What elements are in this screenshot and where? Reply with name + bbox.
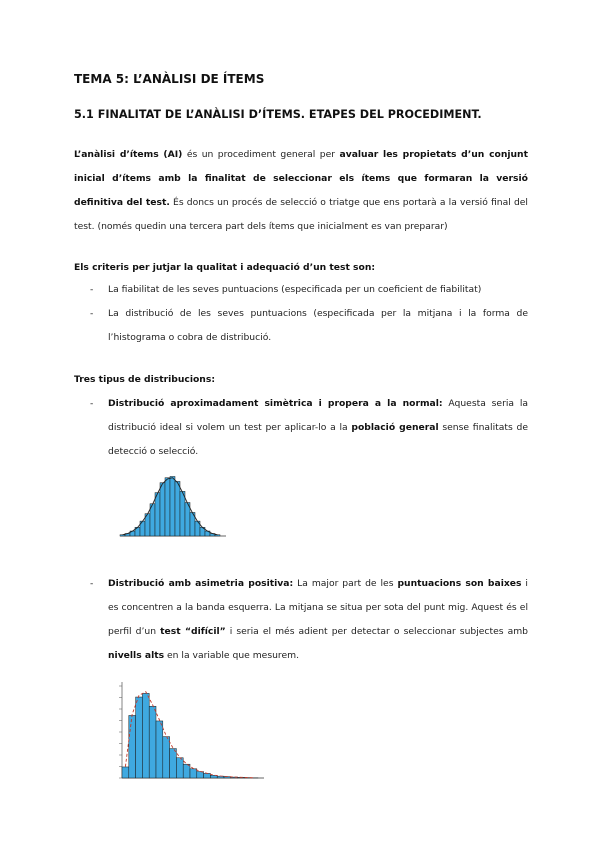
histogram-bar — [180, 491, 185, 536]
criteria-item-reliability: La fiabilitat de les seves puntuacions (especificada per un coeficient de fiabilitat) — [108, 284, 482, 295]
chapter-title: TEMA 5: L’ANÀLISI DE ÍTEMS — [74, 72, 265, 86]
distribution-normal-label: Distribució aproximadament simètrica i propera a la normal: — [108, 398, 443, 409]
histogram-bar — [160, 483, 165, 536]
distributions-heading: Tres tipus de distribucions: — [74, 374, 215, 385]
distribution-positive-text-3: i seria el més adient per detectar o seleccionar subjectes amb — [225, 626, 529, 637]
distribution-normal-text-1: Aquesta seria la distribució ideal si volem un test per aplicar-lo a la — [108, 398, 528, 433]
histogram-bar — [165, 478, 170, 536]
distribution-normal-emphasis: població general — [351, 422, 439, 433]
histogram-bar — [215, 535, 220, 536]
histogram-normal-chart — [110, 468, 240, 540]
histogram-bar — [142, 693, 149, 778]
intro-text-1: és un procediment general per — [182, 149, 340, 160]
histogram-bar — [155, 493, 160, 536]
histogram-bar — [156, 721, 163, 778]
distribution-positive-emphasis-2: test “difícil” — [160, 626, 226, 637]
intro-paragraph — [74, 143, 528, 239]
intro-emphasis: avaluar les propietats d’un conjunt inicial d’ítems amb la finalitat de seleccionar els ítems que formaran la versió definitiva del test. — [74, 149, 528, 208]
histogram-bar — [175, 481, 180, 536]
histogram-bar — [120, 535, 125, 536]
histogram-bar — [163, 737, 170, 778]
histogram-bar — [204, 773, 211, 778]
histogram-bar — [170, 749, 177, 778]
distribution-positive-text-1: La major part de les — [293, 578, 398, 589]
list-bullet: - — [90, 284, 94, 295]
distribution-positive-item — [108, 572, 528, 668]
histogram-bar — [190, 769, 197, 778]
distribution-positive-emphasis-1: puntuacions son baixes — [397, 578, 522, 589]
histogram-bar — [122, 767, 129, 778]
histogram-bar — [149, 706, 156, 778]
distribution-normal-text-2: sense finalitats de detecció o selecció. — [108, 422, 528, 457]
list-bullet: - — [90, 578, 94, 589]
distribution-positive-text-4: en la variable que mesurem. — [164, 650, 300, 661]
intro-term: L’anàlisi d’ítems (AI) — [74, 149, 183, 160]
histogram-positive-skew-chart — [110, 670, 280, 788]
histogram-bar — [136, 697, 143, 778]
histogram-bar — [176, 758, 183, 778]
list-bullet: - — [90, 398, 94, 409]
criteria-item-distribution: La distribució de les seves puntuacions (especificada per la mitjana i la forma de l’histograma o cobra de distribució. — [108, 308, 528, 343]
histogram-bar — [170, 476, 175, 536]
section-title: 5.1 FINALITAT DE L’ANÀLISI D’ÍTEMS. ETAPES DEL PROCEDIMENT. — [74, 108, 482, 121]
distribution-normal-item — [108, 392, 528, 464]
distribution-positive-label: Distribució amb asimetria positiva: — [108, 578, 294, 589]
distribution-positive-text-2: i es concentren a la banda esquerra. La mitjana se situa per sota del punt mig. Aquest és el perfil d’un — [108, 578, 528, 637]
histogram-bar — [129, 715, 136, 778]
distribution-positive-emphasis-3: nivells alts — [108, 650, 165, 661]
intro-text-2: És doncs un procés de selecció o triatge que ens portarà a la versió final del test. (només quedin una tercera part dels ítems que inicialment es van preparar) — [74, 197, 528, 232]
list-bullet: - — [90, 308, 94, 319]
criteria-heading: Els criteris per jutjar la qualitat i adequació d’un test son: — [74, 262, 376, 273]
histogram-bar — [183, 764, 190, 778]
